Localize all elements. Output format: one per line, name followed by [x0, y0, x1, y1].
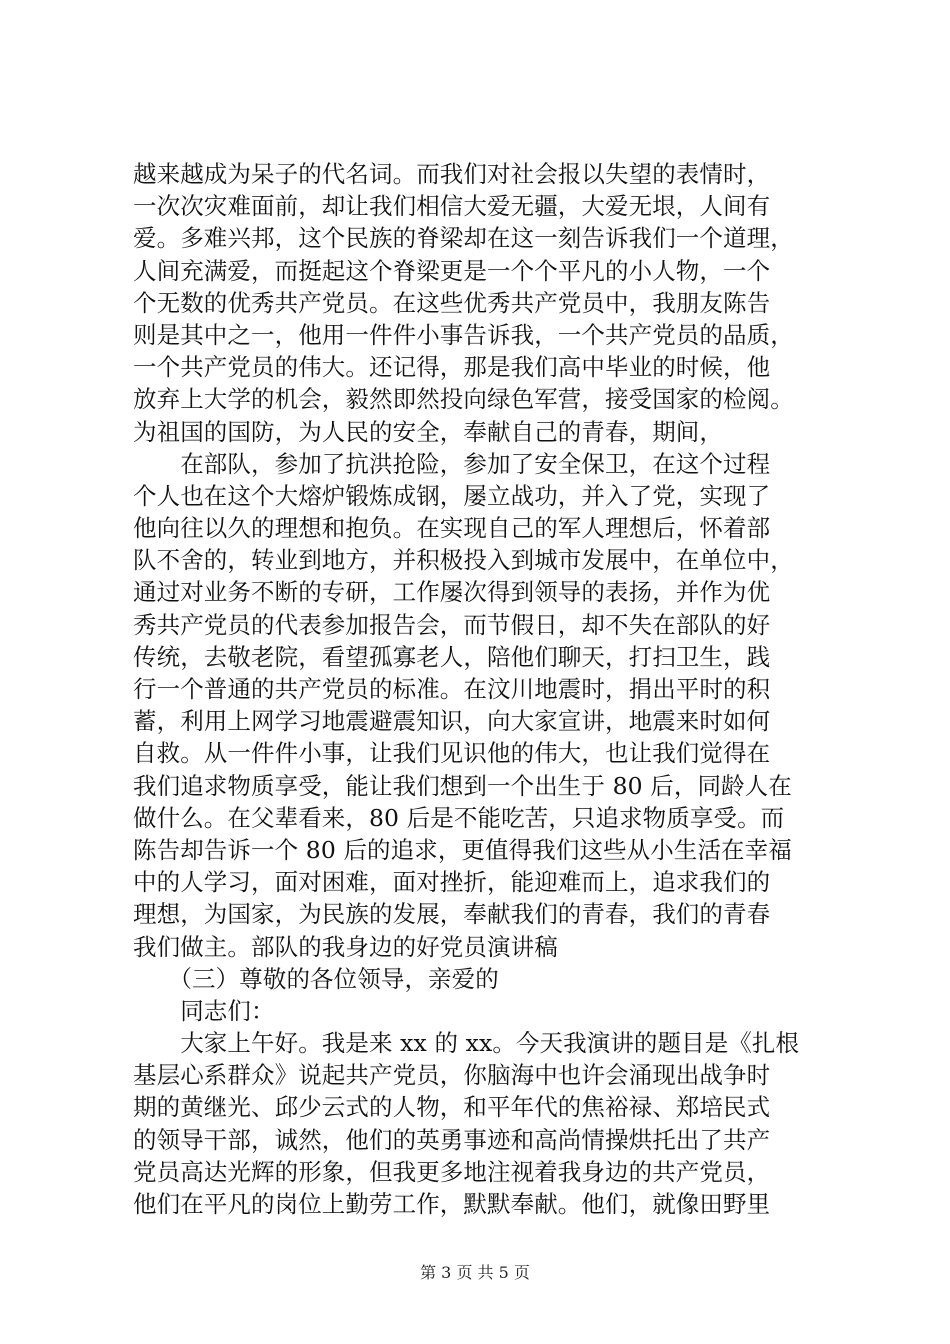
text-line: 蓄，利用上网学习地震避震知识，向大家宣讲，地震来时如何 [133, 707, 771, 736]
text-line: 人间充满爱，而挺起这个脊梁更是一个个平凡的小人物，一个 [133, 256, 771, 285]
text-line: 的领导干部，诚然，他们的英勇事迹和高尚情操烘托出了共产 [133, 1125, 771, 1154]
text-line: 放弃上大学的机会，毅然即然投向绿色军营，接受国家的检阅。 [133, 385, 794, 414]
page-number-footer: 第 3 页 共 5 页 [420, 1263, 530, 1282]
text-line: 我们做主。部队的我身边的好党员演讲稿 [133, 932, 558, 961]
text-line: 在部队，参加了抗洪抢险，参加了安全保卫，在这个过程 [133, 449, 771, 478]
text-line: （三）尊敬的各位领导，亲爱的 [133, 964, 499, 993]
text-line: 理想，为国家，为民族的发展，奉献我们的青春，我们的青春 [133, 900, 771, 929]
text-line: 通过对业务不断的专研，工作屡次得到领导的表扬，并作为优 [133, 578, 771, 607]
text-line: 做什么。在父辈看来，80 后是不能吃苦，只追求物质享受。而 [133, 803, 785, 832]
text-line: 同志们： [133, 996, 275, 1025]
text-line: 期的黄继光、邱少云式的人物，和平年代的焦裕禄、郑培民式 [133, 1093, 771, 1122]
text-line: 基层心系群众》说起共产党员，你脑海中也许会涌现出战争时 [133, 1061, 771, 1090]
text-line: 个无数的优秀共产党员。在这些优秀共产党员中，我朋友陈告 [133, 288, 771, 317]
text-line: 党员高达光辉的形象，但我更多地注视着我身边的共产党员， [133, 1157, 771, 1186]
text-line: 一个共产党员的伟大。还记得，那是我们高中毕业的时候，他 [133, 353, 771, 382]
text-line: 则是其中之一，他用一件件小事告诉我，一个共产党员的品质， [133, 320, 794, 349]
text-line: 越来越成为呆子的代名词。而我们对社会报以失望的表情时， [133, 160, 771, 188]
text-line: 个人也在这个大熔炉锻炼成钢，屡立战功，并入了党，实现了 [133, 481, 771, 510]
text-line: 我们追求物质享受，能让我们想到一个出生于 80 后，同龄人在 [133, 771, 792, 800]
text-line: 爱。多难兴邦，这个民族的脊梁却在这一刻告诉我们一个道理， [133, 224, 794, 253]
text-line: 为祖国的国防，为人民的安全，奉献自己的青春，期间， [133, 417, 723, 446]
text-line: 一次次灾难面前，却让我们相信大爱无疆，大爱无垠，人间有 [133, 192, 771, 221]
text-line: 大家上午好。我是来 xx 的 xx。今天我演讲的题目是《扎根 [133, 1029, 800, 1058]
text-line: 自救。从一件件小事，让我们见识他的伟大，也让我们觉得在 [133, 739, 771, 768]
text-line: 中的人学习，面对困难，面对挫折，能迎难而上，追求我们的 [133, 868, 771, 897]
text-line: 队不舍的，转业到地方，并积极投入到城市发展中，在单位中， [133, 546, 794, 575]
text-line: 传统，去敬老院，看望孤寡老人，陪他们聊天，打扫卫生，践 [133, 642, 771, 671]
text-line: 行一个普通的共产党员的标准。在汶川地震时，捐出平时的积 [133, 675, 771, 703]
text-line: 陈告却告诉一个 80 后的追求，更值得我们这些从小生活在幸福 [133, 835, 792, 864]
text-line: 秀共产党员的代表参加报告会，而节假日，却不失在部队的好 [133, 610, 771, 639]
text-line: 他向往以久的理想和抱负。在实现自己的军人理想后，怀着部 [133, 514, 771, 543]
document-body [133, 158, 833, 1220]
text-line: 他们在平凡的岗位上勤劳工作，默默奉献。他们，就像田野里 [133, 1190, 771, 1218]
